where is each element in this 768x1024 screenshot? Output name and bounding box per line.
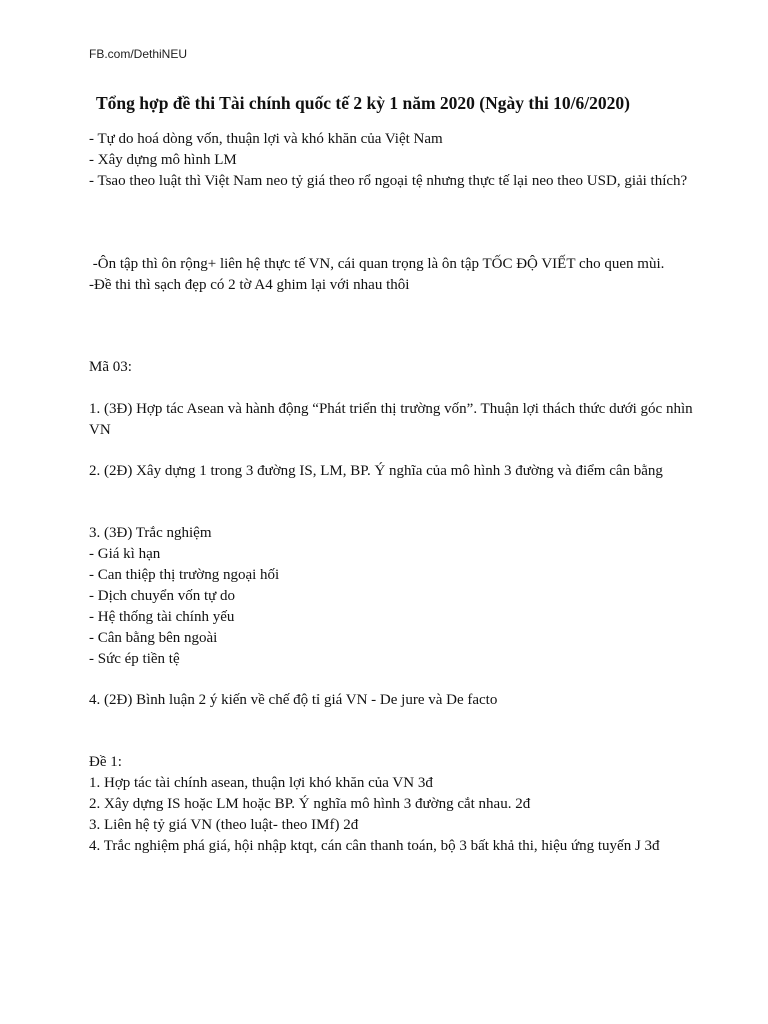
advice-item: -Đề thi thì sạch đẹp có 2 tờ A4 ghim lại với nhau thôi <box>89 277 410 293</box>
de1-section <box>89 752 709 857</box>
document-title: Tổng hợp đề thi Tài chính quốc tế 2 kỳ 1 năm 2020 (Ngày thi 10/6/2020) <box>96 93 630 113</box>
de1-item: 3. Liên hệ tỷ giá VN (theo luật- theo IMf) 2đ <box>89 817 359 833</box>
quiz-topic: - Cân bằng bên ngoài <box>89 630 218 646</box>
quiz-topic: - Hệ thống tài chính yếu <box>89 609 235 625</box>
ma03-question-2: 2. (2Đ) Xây dựng 1 trong 3 đường IS, LM, BP. Ý nghĩa của mô hình 3 đường và điểm cân bằng <box>89 463 663 479</box>
ma03-question-4: 4. (2Đ) Bình luận 2 ý kiến về chế độ tỉ giá VN - De jure và De facto <box>89 692 498 708</box>
ma03-question-1: 1. (3Đ) Hợp tác Asean và hành động “Phát triển thị trường vốn”. Thuận lợi thách thức dưới góc nhìn VN <box>89 401 693 438</box>
question-3-title: 3. (3Đ) Trắc nghiệm <box>89 525 212 541</box>
advice-block <box>89 254 709 296</box>
de1-item: 2. Xây dựng IS hoặc LM hoặc BP. Ý nghĩa mô hình 3 đường cắt nhau. 2đ <box>89 796 531 812</box>
de1-item: 4. Trắc nghiệm phá giá, hội nhập ktqt, cán cân thanh toán, bộ 3 bất khả thi, hiệu ứng tuyến J 3đ <box>89 838 660 854</box>
topic-item: - Xây dựng mô hình LM <box>89 152 237 168</box>
quiz-topic: - Dịch chuyển vốn tự do <box>89 588 236 604</box>
topic-item: - Tự do hoá dòng vốn, thuận lợi và khó khăn của Việt Nam <box>89 131 443 147</box>
advice-item: -Ôn tập thì ôn rộng+ liên hệ thực tế VN, cái quan trọng là ôn tập TỐC ĐỘ VIẾT cho quen mùi. <box>89 256 665 272</box>
de1-item: 1. Hợp tác tài chính asean, thuận lợi khó khăn của VN 3đ <box>89 775 433 791</box>
quiz-topic: - Giá kì hạn <box>89 546 161 562</box>
topics-list <box>89 129 709 192</box>
topic-item: - Tsao theo luật thì Việt Nam neo tỷ giá theo rổ ngoại tệ nhưng thực tế lại neo theo USD, giải thích? <box>89 173 688 189</box>
source-link: FB.com/DethiNEU <box>89 47 188 61</box>
quiz-topic: - Can thiệp thị trường ngoại hối <box>89 567 280 583</box>
quiz-topic: - Sức ép tiền tệ <box>89 651 180 667</box>
de1-heading: Đề 1: <box>89 754 122 770</box>
ma03-question-3 <box>89 523 709 670</box>
ma03-heading: Mã 03: <box>89 359 132 375</box>
